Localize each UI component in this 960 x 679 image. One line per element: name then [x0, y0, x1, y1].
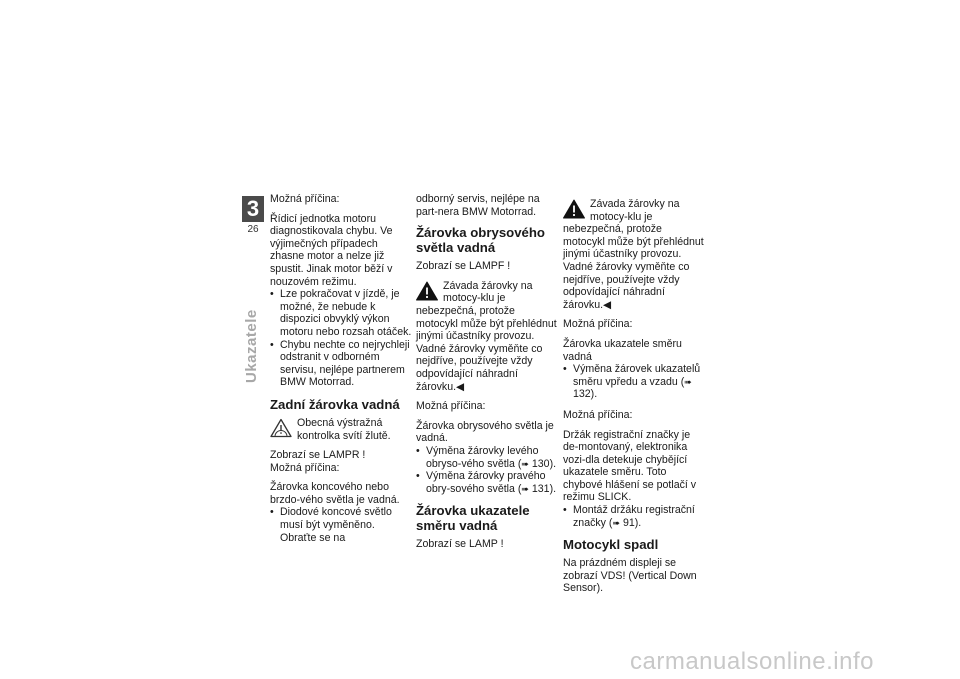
cause-label: Možná příčina:: [270, 461, 340, 474]
display-message: Zobrazí se LAMPF !: [416, 260, 511, 273]
bullet-item: [563, 504, 705, 529]
section-heading: Motocykl spadl: [563, 537, 659, 553]
bullet-item: • Chybu nechte co nejrychleji odstranit v odborném servisu, nejlépe partnerem BMW Motorrad.: [270, 339, 412, 389]
bullet-text: Výměna žárovky pravého obry-sového světla (: [426, 470, 546, 495]
bullet-text: Výměna žárovky levého obryso-vého světla (: [426, 444, 539, 470]
paragraph: Držák registrační značky je de-montovaný, elektronika vozi-dla detekuje chybějící ukazatele směru. Toto chybové hlášení se potlačí v režimu SLICK.: [563, 428, 697, 504]
warning-triangle-icon: [416, 281, 438, 301]
page-number: 26: [247, 224, 259, 235]
bullet-item: [563, 363, 705, 401]
warning-text: Závada žárovky na motocy-klu je nebezpečná, protože motocykl může být přehlédnut jinými účastníky provozu. Vadné žárovky vyměňte co nejdříve, používejte vždy odpovídající náhradní žárovku.: [416, 279, 557, 393]
warning-text: Obecná výstražná kontrolka svítí žlutě.: [297, 416, 391, 442]
cause-label: Možná příčina:: [416, 400, 486, 413]
end-mark-icon: ◀: [603, 298, 612, 311]
display-message: Zobrazí se LAMPR !: [270, 449, 366, 462]
warning-triangle-icon: [563, 199, 585, 219]
page-ref: 130).: [531, 457, 557, 470]
paragraph: Na prázdném displeji se zobrazí VDS! (Vertical Down Sensor).: [563, 557, 697, 595]
cause-label: Možná příčina:: [270, 193, 340, 205]
page-ref-arrow-icon: ➠: [612, 517, 620, 528]
chapter-title: Ukazatele: [243, 309, 260, 383]
column-1: [270, 193, 412, 544]
bullet-text: Montáž držáku registrační značky (: [573, 504, 695, 529]
bullet-item: [416, 445, 558, 470]
cause-label: Možná příčina:: [563, 318, 633, 331]
paragraph: odborný servis, nejlépe na part-nera BMW Motorrad.: [416, 193, 540, 218]
paragraph: Žárovka obrysového světla je vadná.: [416, 419, 554, 445]
warning-text: Závada žárovky na motocy-klu je nebezpečná, protože motocykl může být přehlédnut jinými účastníky provozu. Vadné žárovky vyměňte co nejdříve, používejte vždy odpovídající náhradní žárovku.: [563, 198, 704, 311]
section-heading: Zadní žárovka vadná: [270, 396, 400, 412]
bullet-item: • Lze pokračovat v jízdě, je možné, že nebude k dispozici obvyklý výkon motoru nebo rozsah otáček.: [270, 288, 412, 338]
warning-block: [270, 417, 412, 442]
warning-block: [563, 198, 705, 311]
bullet-item: [416, 470, 558, 495]
watermark: carmanualsonline.info: [630, 648, 874, 675]
paragraph: Řídicí jednotka motoru diagnostikovala chybu. Ve výjimečných případech zhasne motor a nelze již spustit. Jinak motor běží v nouzovém režimu.: [270, 212, 393, 288]
page-ref-arrow-icon: ➠: [521, 483, 529, 494]
column-2: [416, 193, 558, 558]
cause-label: Možná příčina:: [563, 408, 633, 421]
page-ref-arrow-icon: ➠: [521, 458, 529, 469]
section-heading: Žárovka obrysového světla vadná: [416, 225, 545, 256]
paragraph: Žárovka ukazatele směru vadná: [563, 337, 682, 363]
display-message: Zobrazí se LAMP !: [416, 538, 504, 551]
chapter-number: 3: [242, 196, 264, 222]
paragraph: Žárovka koncového nebo brzdo-vého světla je vadná.: [270, 481, 400, 506]
end-mark-icon: ◀: [456, 380, 465, 393]
warning-light-icon: [270, 418, 292, 438]
page-ref: 131).: [531, 482, 557, 495]
warning-block: [416, 280, 558, 393]
page-ref: 132).: [573, 388, 598, 401]
page-ref-arrow-icon: ➠: [684, 376, 692, 387]
section-heading: Žárovka ukazatele směru vadná: [416, 503, 530, 534]
page-ref: 91).: [622, 516, 642, 529]
bullet-text: Výměna žárovek ukazatelů směru vpředu a vzadu (: [573, 363, 701, 388]
bullet-item: • Diodové koncové světlo musí být vyměněno. Obraťte se na: [270, 506, 412, 544]
chapter-tab: [242, 196, 264, 238]
column-3: [563, 193, 705, 602]
